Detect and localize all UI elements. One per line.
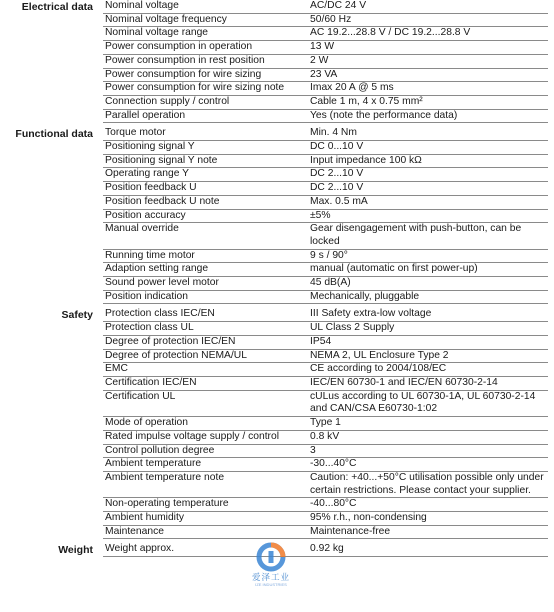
spec-value: Input impedance 100 kΩ xyxy=(310,154,422,166)
spec-row xyxy=(103,27,548,41)
spec-key: Ambient temperature xyxy=(105,458,202,470)
spec-row xyxy=(103,291,548,305)
spec-value: manual (automatic on first power-up) xyxy=(310,263,478,275)
section-label: Weight xyxy=(58,544,93,557)
spec-row xyxy=(103,350,548,364)
spec-value: cULus according to UL 60730-1A, UL 60730-2-14 and CAN/CSA E60730-1:02 xyxy=(310,390,536,415)
spec-value: IP54 xyxy=(310,335,332,347)
spec-value: Mechanically, pluggable xyxy=(310,290,420,302)
spec-row xyxy=(103,458,548,472)
spec-key: Position feedback U note xyxy=(105,195,220,207)
spec-row xyxy=(103,417,548,431)
spec-value: Min. 4 Nm xyxy=(310,127,357,139)
spec-value: Cable 1 m, 4 x 0.75 mm² xyxy=(310,95,423,107)
spec-value: 0.8 kV xyxy=(310,430,340,442)
section-label: Electrical data xyxy=(21,1,93,13)
spec-key: Nominal voltage frequency xyxy=(105,13,227,25)
spec-row xyxy=(103,377,548,391)
spec-value: AC/DC 24 V xyxy=(310,0,367,11)
spec-key: Power consumption for wire sizing note xyxy=(105,82,285,94)
spec-value: 50/60 Hz xyxy=(310,13,352,25)
spec-key: EMC xyxy=(105,363,128,375)
spec-key: Degree of protection IEC/EN xyxy=(105,335,236,347)
spec-key: Position indication xyxy=(105,290,188,302)
spec-value: Gear disengagement with push-button, can be locked xyxy=(310,223,522,247)
spec-value: NEMA 2, UL Enclosure Type 2 xyxy=(310,349,449,361)
section-label: Safety xyxy=(61,309,93,322)
spec-key: Weight approx. xyxy=(105,543,175,555)
spec-value: III Safety extra-low voltage xyxy=(310,308,432,320)
spec-value: -40...80°C xyxy=(310,498,357,510)
spec-row xyxy=(103,512,548,526)
spec-value: 3 xyxy=(310,444,316,456)
spec-value: 2 W xyxy=(310,54,329,66)
spec-row xyxy=(103,210,548,224)
spec-value: ±5% xyxy=(310,209,331,221)
spec-row xyxy=(103,14,548,28)
spec-key: Nominal voltage xyxy=(105,0,179,11)
spec-row xyxy=(103,445,548,459)
spec-row xyxy=(103,223,548,249)
spec-key: Rated impulse voltage supply / control xyxy=(105,430,279,442)
spec-value: 0.92 kg xyxy=(310,543,344,555)
spec-key: Connection supply / control xyxy=(105,95,230,107)
spec-key: Position feedback U xyxy=(105,182,197,194)
spec-value: DC 0...10 V xyxy=(310,141,364,153)
spec-row xyxy=(103,363,548,377)
spec-row xyxy=(103,155,548,169)
spec-key: Ambient humidity xyxy=(105,512,184,524)
spec-value: -30...40°C xyxy=(310,458,357,470)
spec-key: Parallel operation xyxy=(105,109,186,121)
spec-row xyxy=(103,391,548,417)
spec-value: 95% r.h., non-condensing xyxy=(310,512,427,524)
spec-key: Positioning signal Y note xyxy=(105,154,218,166)
spec-row xyxy=(103,322,548,336)
spec-value: Max. 0.5 mA xyxy=(310,195,368,207)
spec-row xyxy=(103,110,548,124)
spec-row xyxy=(103,196,548,210)
spec-row xyxy=(103,168,548,182)
spec-key: Positioning signal Y xyxy=(105,141,195,153)
spec-section xyxy=(0,127,554,304)
spec-row xyxy=(103,0,548,14)
spec-row xyxy=(103,277,548,291)
spec-key: Ambient temperature note xyxy=(105,471,225,483)
spec-key: Running time motor xyxy=(105,249,195,261)
spec-key: Power consumption in operation xyxy=(105,41,253,53)
spec-key: Adaption setting range xyxy=(105,263,209,275)
spec-rows xyxy=(103,0,548,123)
spec-value: DC 2...10 V xyxy=(310,168,364,180)
spec-row xyxy=(103,250,548,264)
spec-key: Mode of operation xyxy=(105,417,189,429)
spec-rows xyxy=(103,127,548,304)
spec-key: Manual override xyxy=(105,223,179,235)
spec-row xyxy=(103,69,548,83)
spec-row xyxy=(103,336,548,350)
spec-key: Operating range Y xyxy=(105,168,189,180)
spec-key: Non-operating temperature xyxy=(105,498,229,510)
spec-value: Yes (note the performance data) xyxy=(310,109,458,121)
watermark-logo xyxy=(238,542,304,587)
spec-row xyxy=(103,543,548,557)
spec-row xyxy=(103,82,548,96)
spec-row xyxy=(103,526,548,540)
spec-value: CE according to 2004/108/EC xyxy=(310,363,447,375)
spec-value: Maintenance-free xyxy=(310,525,391,537)
spec-value: AC 19.2...28.8 V / DC 19.2...28.8 V xyxy=(310,27,471,39)
spec-row xyxy=(103,308,548,322)
spec-row xyxy=(103,41,548,55)
spec-row xyxy=(103,182,548,196)
spec-key: Power consumption for wire sizing xyxy=(105,68,262,80)
spec-value: Type 1 xyxy=(310,417,341,429)
ize-logo-icon xyxy=(256,542,286,572)
spec-value: Caution: +40...+50°C utilisation possible only under certain restrictions. Please contact your supplier. xyxy=(310,471,544,496)
spec-row xyxy=(103,55,548,69)
spec-rows xyxy=(103,543,548,557)
spec-rows xyxy=(103,308,548,539)
spec-row xyxy=(103,431,548,445)
spec-key: Degree of protection NEMA/UL xyxy=(105,349,247,361)
watermark-text-cn: 爱泽工业 xyxy=(251,572,290,582)
spec-row xyxy=(103,472,548,498)
spec-key: Sound power level motor xyxy=(105,277,219,289)
spec-section xyxy=(0,308,554,539)
spec-key: Control pollution degree xyxy=(105,444,215,456)
spec-key: Nominal voltage range xyxy=(105,27,209,39)
spec-key: Torque motor xyxy=(105,127,166,139)
spec-row xyxy=(103,498,548,512)
spec-key: Protection class IEC/EN xyxy=(105,308,215,320)
spec-key: Certification UL xyxy=(105,390,176,402)
spec-value: IEC/EN 60730-1 and IEC/EN 60730-2-14 xyxy=(310,376,498,388)
spec-key: Power consumption in rest position xyxy=(105,54,265,66)
spec-value: UL Class 2 Supply xyxy=(310,322,395,334)
spec-section xyxy=(0,0,554,123)
section-label: Functional data xyxy=(15,128,93,141)
spec-key: Protection class UL xyxy=(105,322,194,334)
spec-value: DC 2...10 V xyxy=(310,182,364,194)
spec-value: 23 VA xyxy=(310,68,338,80)
spec-key: Maintenance xyxy=(105,525,164,537)
spec-value: 13 W xyxy=(310,41,335,53)
spec-value: 45 dB(A) xyxy=(310,277,351,289)
spec-row xyxy=(103,141,548,155)
spec-key: Certification IEC/EN xyxy=(105,376,197,388)
spec-row xyxy=(103,127,548,141)
spec-value: Imax 20 A @ 5 ms xyxy=(310,82,394,94)
spec-row xyxy=(103,263,548,277)
watermark-text-en: IZE INDUSTRIES xyxy=(255,582,287,587)
spec-row xyxy=(103,96,548,110)
spec-key: Position accuracy xyxy=(105,209,186,221)
spec-value: 9 s / 90° xyxy=(310,249,348,261)
